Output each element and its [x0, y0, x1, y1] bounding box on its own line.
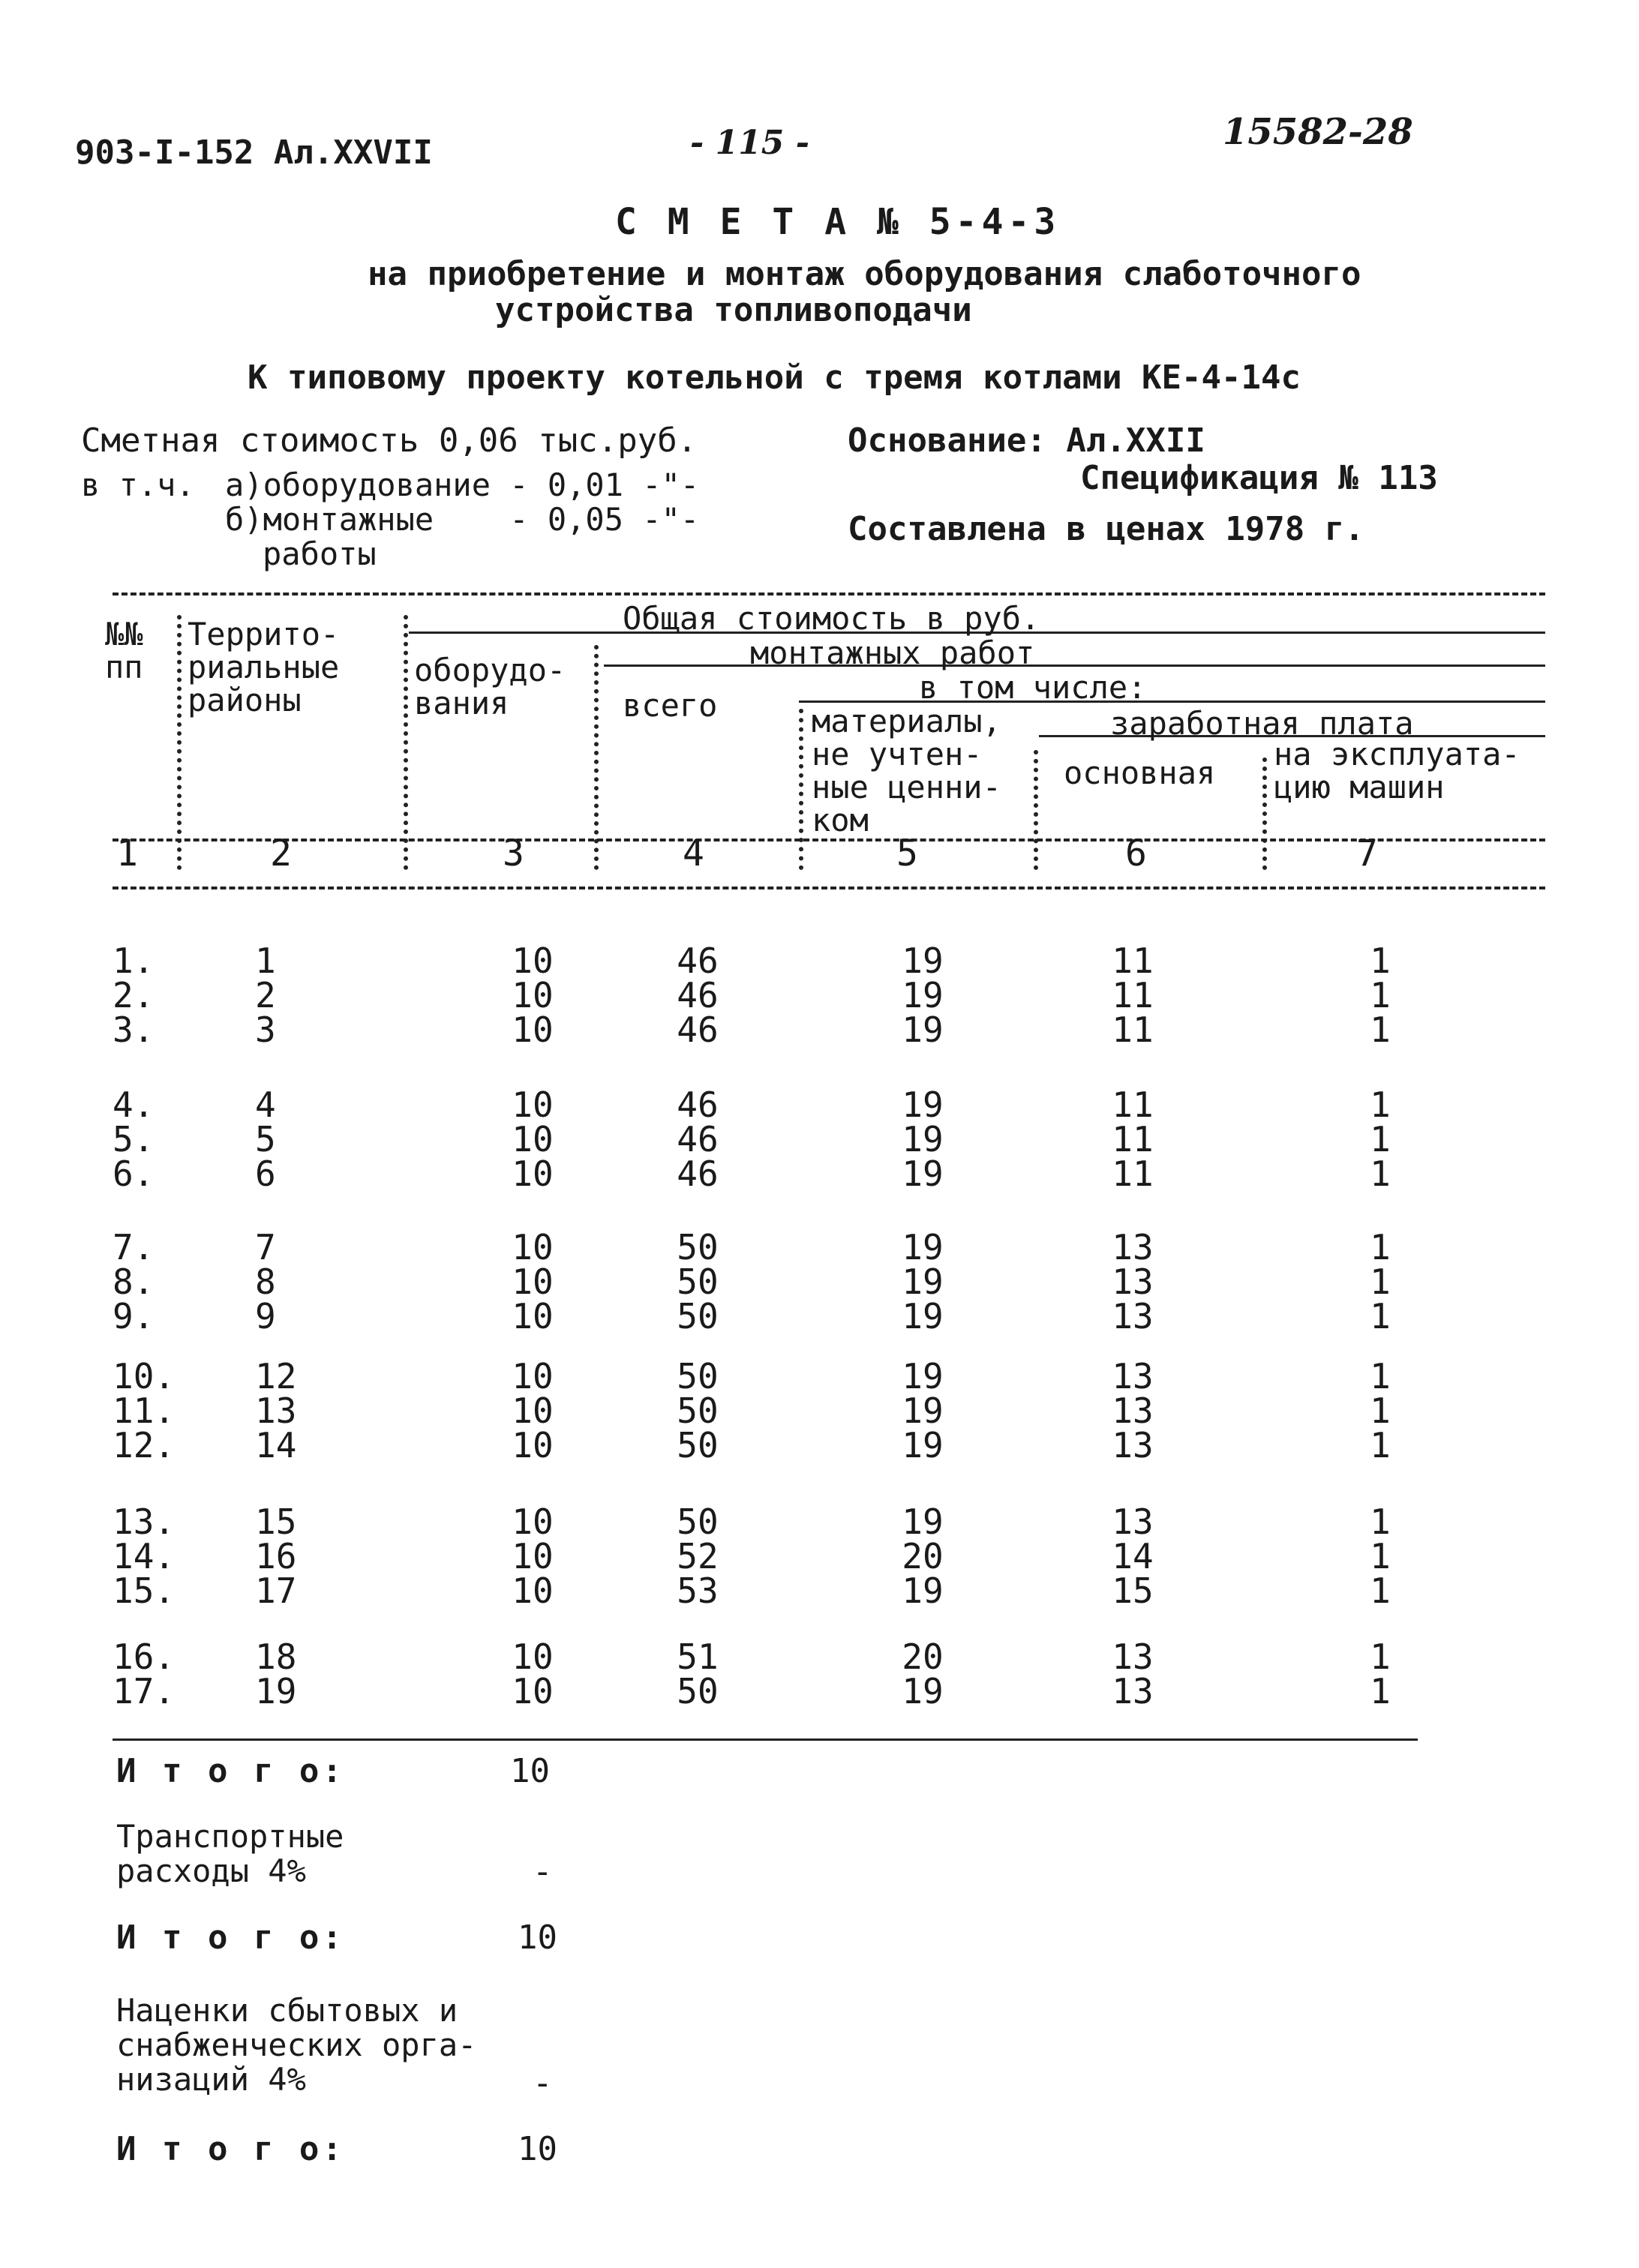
table-row — [0, 1425, 1639, 1466]
cell-basic-wage: 13 — [1112, 1262, 1154, 1302]
table-row — [0, 1536, 1639, 1576]
total-value: 10 — [518, 2130, 557, 2168]
cell-basic-wage: 11 — [1112, 940, 1154, 981]
column-number: 1 — [116, 832, 138, 874]
cell-row-number: 17. — [113, 1671, 176, 1712]
cell-region: 13 — [255, 1390, 297, 1431]
estimated-cost: Сметная стоимость 0,06 тыс.руб. — [81, 422, 698, 460]
cell-basic-wage: 13 — [1112, 1425, 1154, 1466]
cell-basic-wage: 11 — [1112, 975, 1154, 1016]
transport-value: - — [533, 1852, 553, 1891]
cell-equipment-cost: 10 — [512, 1502, 554, 1542]
table-row — [0, 1154, 1639, 1194]
cell-basic-wage: 13 — [1112, 1671, 1154, 1712]
column-number: 5 — [896, 832, 918, 874]
column-number: 4 — [683, 832, 704, 874]
cell-install-total: 50 — [677, 1262, 719, 1302]
cell-materials: 19 — [902, 1296, 944, 1336]
table-row — [0, 940, 1639, 981]
cell-materials: 19 — [902, 1262, 944, 1302]
cell-row-number: 16. — [113, 1636, 176, 1677]
cell-install-total: 50 — [677, 1425, 719, 1466]
page-number: - 115 - — [690, 124, 810, 162]
estimate-title: С М Е Т А № 5-4-3 — [615, 201, 1061, 243]
cell-row-number: 10. — [113, 1356, 176, 1396]
column-number-rule — [113, 838, 1545, 842]
transport-label: Транспортные — [116, 1818, 344, 1855]
cell-install-total: 51 — [677, 1636, 719, 1677]
estimate-subtitle-line2: устройства топливоподачи — [495, 291, 972, 329]
cell-row-number: 12. — [113, 1425, 176, 1466]
cell-equipment-cost: 10 — [512, 1390, 554, 1431]
header-group-wage: заработная плата — [1110, 705, 1414, 742]
cell-machine-wage: 1 — [1370, 1356, 1391, 1396]
price-level: Составлена в ценах 1978 г. — [848, 510, 1364, 548]
markup-label-cont: снабженческих орга- — [116, 2026, 477, 2063]
table-row — [0, 1502, 1639, 1542]
table-row — [0, 1570, 1639, 1611]
total-value: 10 — [518, 1918, 557, 1957]
installation-cost: б)монтажные - 0,05 -"- — [225, 501, 700, 538]
cell-equipment-cost: 10 — [512, 1536, 554, 1576]
estimate-subtitle-line1: на приобретение и монтаж оборудования слаботочного — [368, 255, 1361, 293]
table-row — [0, 1262, 1639, 1302]
cell-machine-wage: 1 — [1370, 1671, 1391, 1712]
header-col-basic: основная — [1064, 754, 1216, 791]
table-row — [0, 1084, 1639, 1125]
table-bottom-rule — [113, 1738, 1418, 1741]
cell-equipment-cost: 10 — [512, 1084, 554, 1125]
cell-equipment-cost: 10 — [512, 1671, 554, 1712]
cell-basic-wage: 13 — [1112, 1227, 1154, 1268]
cell-basic-wage: 11 — [1112, 1084, 1154, 1125]
cell-basic-wage: 11 — [1112, 1154, 1154, 1194]
cell-row-number: 13. — [113, 1502, 176, 1542]
cell-basic-wage: 13 — [1112, 1636, 1154, 1677]
cell-machine-wage: 1 — [1370, 1010, 1391, 1050]
cell-basic-wage: 13 — [1112, 1296, 1154, 1336]
cell-region: 1 — [255, 940, 276, 981]
cell-materials: 19 — [902, 1390, 944, 1431]
table-row — [0, 1390, 1639, 1431]
cell-region: 2 — [255, 975, 276, 1016]
cell-row-number: 14. — [113, 1536, 176, 1576]
rule-under-install — [604, 664, 1545, 667]
column-separator — [1262, 758, 1267, 870]
installation-cost-cont: работы — [263, 536, 377, 572]
table-top-rule — [113, 592, 1545, 596]
cell-install-total: 46 — [677, 1084, 719, 1125]
project-reference: К типовому проекту котельной с тремя котлами КЕ-4-14с — [248, 358, 1301, 397]
column-separator — [177, 615, 182, 870]
cell-install-total: 50 — [677, 1502, 719, 1542]
cell-row-number: 7. — [113, 1227, 155, 1268]
table-row — [0, 1119, 1639, 1160]
table-row — [0, 1227, 1639, 1268]
cell-region: 8 — [255, 1262, 276, 1302]
cell-region: 15 — [255, 1502, 297, 1542]
cell-machine-wage: 1 — [1370, 1227, 1391, 1268]
total-label: И т о г о: — [116, 1918, 345, 1957]
cell-materials: 19 — [902, 1010, 944, 1050]
cell-materials: 19 — [902, 1227, 944, 1268]
cell-materials: 19 — [902, 940, 944, 981]
cell-machine-wage: 1 — [1370, 1296, 1391, 1336]
cell-row-number: 4. — [113, 1084, 155, 1125]
transport-label-cont: расходы 4% — [116, 1852, 306, 1889]
header-group-install: монтажных работ — [750, 634, 1035, 671]
cell-row-number: 15. — [113, 1570, 176, 1611]
cell-row-number: 3. — [113, 1010, 155, 1050]
header-group-total: Общая стоимость в руб. — [623, 600, 1040, 637]
cell-basic-wage: 13 — [1112, 1502, 1154, 1542]
cell-machine-wage: 1 — [1370, 1570, 1391, 1611]
cell-install-total: 46 — [677, 975, 719, 1016]
cell-install-total: 46 — [677, 1119, 719, 1160]
cell-row-number: 2. — [113, 975, 155, 1016]
basis: Основание: Ал.XXII — [848, 422, 1205, 460]
cell-machine-wage: 1 — [1370, 1390, 1391, 1431]
cell-region: 19 — [255, 1671, 297, 1712]
table-row — [0, 975, 1639, 1016]
cell-region: 4 — [255, 1084, 276, 1125]
cell-materials: 19 — [902, 1570, 944, 1611]
cell-machine-wage: 1 — [1370, 1636, 1391, 1677]
cell-row-number: 6. — [113, 1154, 155, 1194]
table-row — [0, 1356, 1639, 1396]
cell-materials: 19 — [902, 1154, 944, 1194]
cell-materials: 19 — [902, 1356, 944, 1396]
header-col-region: Террито- риальные районы — [188, 616, 340, 718]
header-bottom-rule — [113, 886, 1545, 890]
cell-machine-wage: 1 — [1370, 1425, 1391, 1466]
cell-basic-wage: 15 — [1112, 1570, 1154, 1611]
header-col-materials: материалы, не учтен- ные ценни- ком — [812, 703, 1001, 838]
cell-basic-wage: 14 — [1112, 1536, 1154, 1576]
cell-equipment-cost: 10 — [512, 1262, 554, 1302]
archive-number: 15582-28 — [1223, 111, 1413, 153]
cell-region: 16 — [255, 1536, 297, 1576]
cell-materials: 20 — [902, 1636, 944, 1677]
cell-materials: 19 — [902, 1084, 944, 1125]
column-separator — [594, 645, 599, 870]
header-col-no: №№ пп — [105, 616, 143, 686]
cell-install-total: 46 — [677, 940, 719, 981]
cell-region: 5 — [255, 1119, 276, 1160]
cell-materials: 19 — [902, 1671, 944, 1712]
cell-install-total: 52 — [677, 1536, 719, 1576]
equipment-cost: а)оборудование - 0,01 -"- — [225, 466, 700, 503]
cell-machine-wage: 1 — [1370, 1502, 1391, 1542]
cell-install-total: 53 — [677, 1570, 719, 1611]
column-number: 2 — [270, 832, 292, 874]
cell-machine-wage: 1 — [1370, 1084, 1391, 1125]
markup-label-cont: низаций 4% — [116, 2061, 306, 2098]
cell-machine-wage: 1 — [1370, 1119, 1391, 1160]
cell-install-total: 50 — [677, 1296, 719, 1336]
cell-basic-wage: 13 — [1112, 1390, 1154, 1431]
cell-equipment-cost: 10 — [512, 1296, 554, 1336]
column-number: 6 — [1125, 832, 1147, 874]
markup-label: Наценки сбытовых и — [116, 1992, 458, 2029]
cell-equipment-cost: 10 — [512, 1636, 554, 1677]
table-row — [0, 1671, 1639, 1712]
cell-region: 18 — [255, 1636, 297, 1677]
cell-basic-wage: 13 — [1112, 1356, 1154, 1396]
cell-row-number: 9. — [113, 1296, 155, 1336]
cell-machine-wage: 1 — [1370, 975, 1391, 1016]
total-label: И т о г о: — [116, 2130, 345, 2168]
cell-equipment-cost: 10 — [512, 1119, 554, 1160]
cell-install-total: 46 — [677, 1010, 719, 1050]
column-number: 7 — [1356, 832, 1378, 874]
table-row — [0, 1010, 1639, 1050]
cell-equipment-cost: 10 — [512, 1154, 554, 1194]
cell-equipment-cost: 10 — [512, 975, 554, 1016]
total-value: 10 — [510, 1752, 550, 1790]
cell-region: 3 — [255, 1010, 276, 1050]
total-label: И т о г о: — [116, 1752, 345, 1790]
cell-materials: 20 — [902, 1536, 944, 1576]
header-col-machines: на эксплуата- цию машин — [1274, 736, 1520, 806]
cell-machine-wage: 1 — [1370, 940, 1391, 981]
cell-materials: 19 — [902, 1425, 944, 1466]
specification: Спецификация № 113 — [1080, 459, 1438, 497]
cell-region: 12 — [255, 1356, 297, 1396]
cell-basic-wage: 11 — [1112, 1010, 1154, 1050]
header-col-equipment: оборудо- вания — [414, 652, 566, 722]
cell-row-number: 11. — [113, 1390, 176, 1431]
document-code: 903-I-152 Ал.XXVII — [75, 134, 433, 172]
cell-install-total: 50 — [677, 1390, 719, 1431]
cell-materials: 19 — [902, 975, 944, 1016]
cell-machine-wage: 1 — [1370, 1154, 1391, 1194]
cell-install-total: 50 — [677, 1356, 719, 1396]
cell-equipment-cost: 10 — [512, 1010, 554, 1050]
cell-region: 6 — [255, 1154, 276, 1194]
cell-region: 7 — [255, 1227, 276, 1268]
cell-machine-wage: 1 — [1370, 1262, 1391, 1302]
cell-row-number: 1. — [113, 940, 155, 981]
column-number: 3 — [503, 832, 524, 874]
cell-equipment-cost: 10 — [512, 940, 554, 981]
cell-region: 14 — [255, 1425, 297, 1466]
header-group-incl: в том числе: — [919, 669, 1147, 706]
cell-basic-wage: 11 — [1112, 1119, 1154, 1160]
header-col-total: всего — [623, 687, 718, 724]
cell-install-total: 50 — [677, 1671, 719, 1712]
cell-materials: 19 — [902, 1119, 944, 1160]
cell-install-total: 46 — [677, 1154, 719, 1194]
cell-machine-wage: 1 — [1370, 1536, 1391, 1576]
cell-equipment-cost: 10 — [512, 1425, 554, 1466]
cell-row-number: 5. — [113, 1119, 155, 1160]
table-row — [0, 1636, 1639, 1677]
column-separator — [799, 709, 803, 870]
cell-region: 9 — [255, 1296, 276, 1336]
cell-region: 17 — [255, 1570, 297, 1611]
cell-row-number: 8. — [113, 1262, 155, 1302]
including-prefix: в т.ч. — [81, 466, 195, 503]
cell-install-total: 50 — [677, 1227, 719, 1268]
markup-value: - — [533, 2064, 553, 2102]
cell-equipment-cost: 10 — [512, 1227, 554, 1268]
column-separator — [404, 615, 408, 870]
cell-equipment-cost: 10 — [512, 1356, 554, 1396]
table-row — [0, 1296, 1639, 1336]
cell-equipment-cost: 10 — [512, 1570, 554, 1611]
column-separator — [1034, 750, 1038, 870]
cell-materials: 19 — [902, 1502, 944, 1542]
